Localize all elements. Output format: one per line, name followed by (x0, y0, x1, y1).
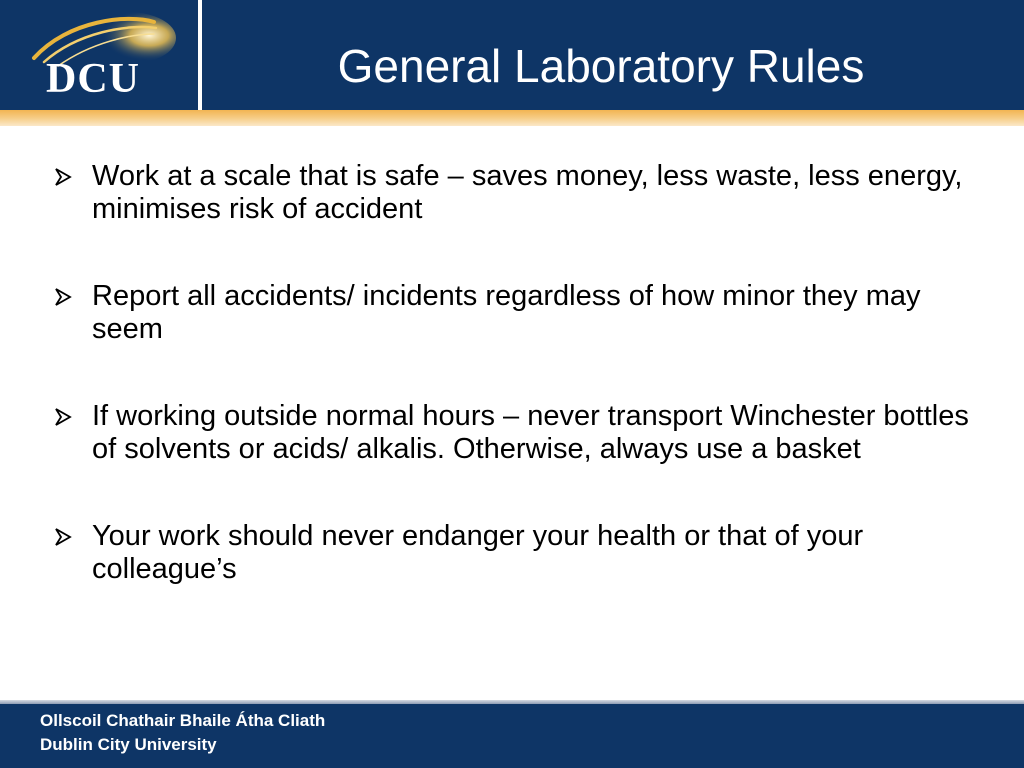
gold-accent-bar (0, 110, 1024, 126)
bullet-text: Report all accidents/ incidents regardless of how minor they may seem (92, 280, 921, 345)
arrow-bullet-icon (52, 406, 74, 428)
bullet-item (52, 400, 982, 466)
page-title: General Laboratory Rules (337, 40, 865, 92)
logo-text: DCU (46, 56, 140, 102)
arrow-bullet-icon (52, 166, 74, 188)
slide-header (0, 0, 1024, 110)
arrow-bullet-icon (52, 286, 74, 308)
bullet-text: Work at a scale that is safe – saves money, less waste, less energy, minimises risk of accident (92, 160, 963, 225)
bullet-item (52, 280, 982, 346)
arrow-bullet-icon (52, 526, 74, 548)
bullet-text: If working outside normal hours – never transport Winchester bottles of solvents or acids/ alkalis. Otherwise, always use a basket (92, 400, 969, 465)
bullet-item (52, 160, 982, 226)
footer-irish-name: Ollscoil Chathair Bhaile Átha Cliath (40, 711, 326, 730)
bullet-list (52, 160, 982, 640)
dcu-logo (0, 0, 198, 110)
slide-footer (0, 704, 1024, 768)
bullet-text: Your work should never endanger your health or that of your colleague’s (92, 520, 864, 585)
bullet-item (52, 520, 982, 586)
footer-english-name: Dublin City University (40, 735, 217, 754)
